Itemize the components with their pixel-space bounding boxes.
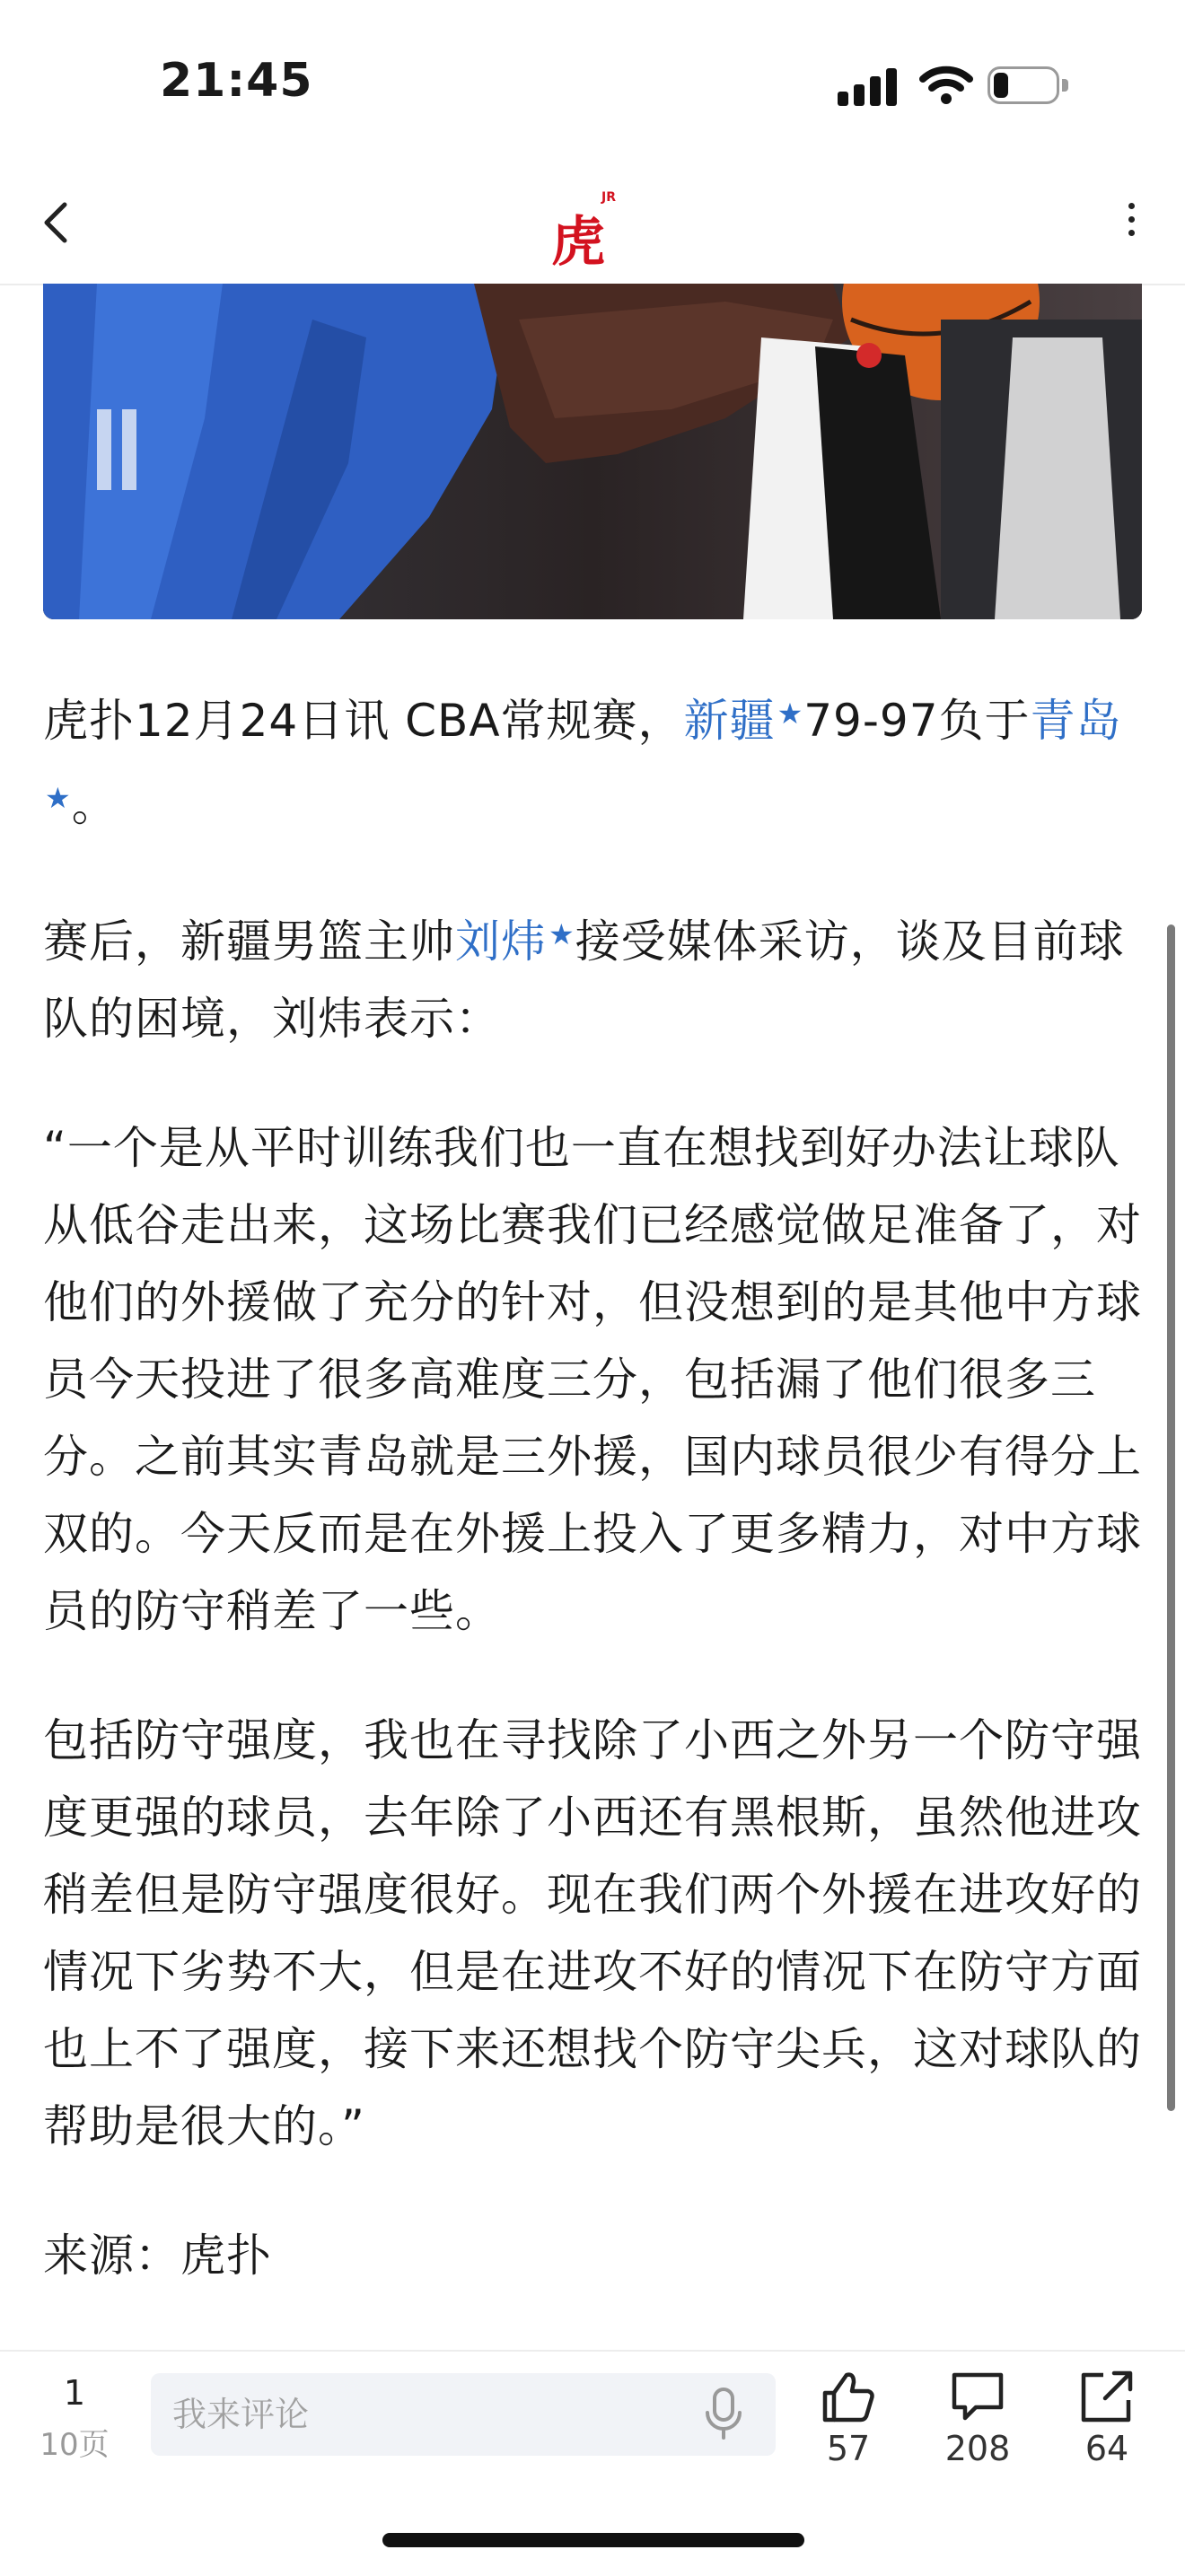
person-link-liuwei[interactable]: 刘炜 [455, 916, 547, 968]
home-indicator[interactable] [382, 2533, 804, 2547]
text: 赛后，新疆男篮主帅 [43, 916, 455, 968]
status-bar [0, 0, 1185, 171]
text: 接受媒体采访，谈及目前球队的困境，刘炜表示： [43, 916, 1125, 1045]
nav-bar [0, 171, 1185, 285]
battery-icon [988, 66, 1070, 104]
cellular-signal-icon [838, 66, 900, 106]
team-link-xinjiang[interactable]: 新疆 [683, 695, 776, 747]
hero-photo [43, 284, 1142, 619]
back-icon[interactable] [31, 196, 84, 250]
comment-count: 208 [944, 2429, 1011, 2468]
comment-icon [949, 2370, 1006, 2423]
hupu-logo [548, 188, 637, 274]
share-button[interactable] [1066, 2370, 1147, 2468]
article-source: 来源：虎扑 [43, 2230, 272, 2282]
status-time: 21:45 [160, 54, 313, 108]
team-link-qingdao[interactable]: 青岛 [1030, 695, 1122, 747]
comment-button[interactable] [937, 2370, 1018, 2468]
star-icon: ★ [45, 781, 72, 815]
scrollbar[interactable] [1167, 924, 1175, 2111]
like-count: 57 [826, 2429, 871, 2468]
article-hero-image [43, 284, 1142, 619]
thumbs-up-icon [820, 2370, 877, 2423]
share-icon [1078, 2370, 1136, 2423]
mic-icon[interactable] [700, 2386, 747, 2443]
star-icon: ★ [777, 697, 804, 731]
article-paragraph-1 [43, 675, 1142, 844]
more-icon[interactable] [1120, 203, 1142, 248]
logo-badge: JR [601, 190, 616, 205]
page-current[interactable]: 1 [63, 2373, 86, 2413]
article-body [43, 675, 1142, 2346]
article-paragraph-3: “一个是从平时训练我们也一直在想找到好办法让球队从低谷走出来，这场比赛我们已经感觉做足准备了，对他们的外援做了充分的针对，但没想到的是其他中方球员今天投进了很多高难度三分，包括漏了他们很多三分。之前其实青岛就是三外援，国内球员很少有得分上双的。今天反而是在外援上投入了更多精力，对中方球员的防守稍差了一些。 [43, 1122, 1142, 1637]
like-button[interactable] [808, 2370, 889, 2468]
page-total[interactable]: 10页 [40, 2427, 110, 2463]
article-paragraph-2 [43, 896, 1142, 1057]
star-icon: ★ [549, 917, 575, 951]
logo-text: 虎 [551, 211, 598, 274]
text: 虎扑12月24日讯 CBA常规赛， [43, 695, 684, 747]
share-count: 64 [1084, 2429, 1129, 2468]
wifi-icon [919, 63, 973, 106]
text: 79-97负于 [803, 695, 1031, 747]
comment-input[interactable] [151, 2373, 776, 2456]
text: 。 [71, 779, 118, 831]
article-paragraph-4: 包括防守强度，我也在寻找除了小西之外另一个防守强度更强的球员，去年除了小西还有黑根斯，虽然他进攻稍差但是防守强度很好。现在我们两个外援在进攻好的情况下劣势不大，但是在进攻不好的情况下在防守方面也上不了强度，接下来还想找个防守尖兵，这对球队的帮助是很大的。” [43, 1714, 1142, 2152]
